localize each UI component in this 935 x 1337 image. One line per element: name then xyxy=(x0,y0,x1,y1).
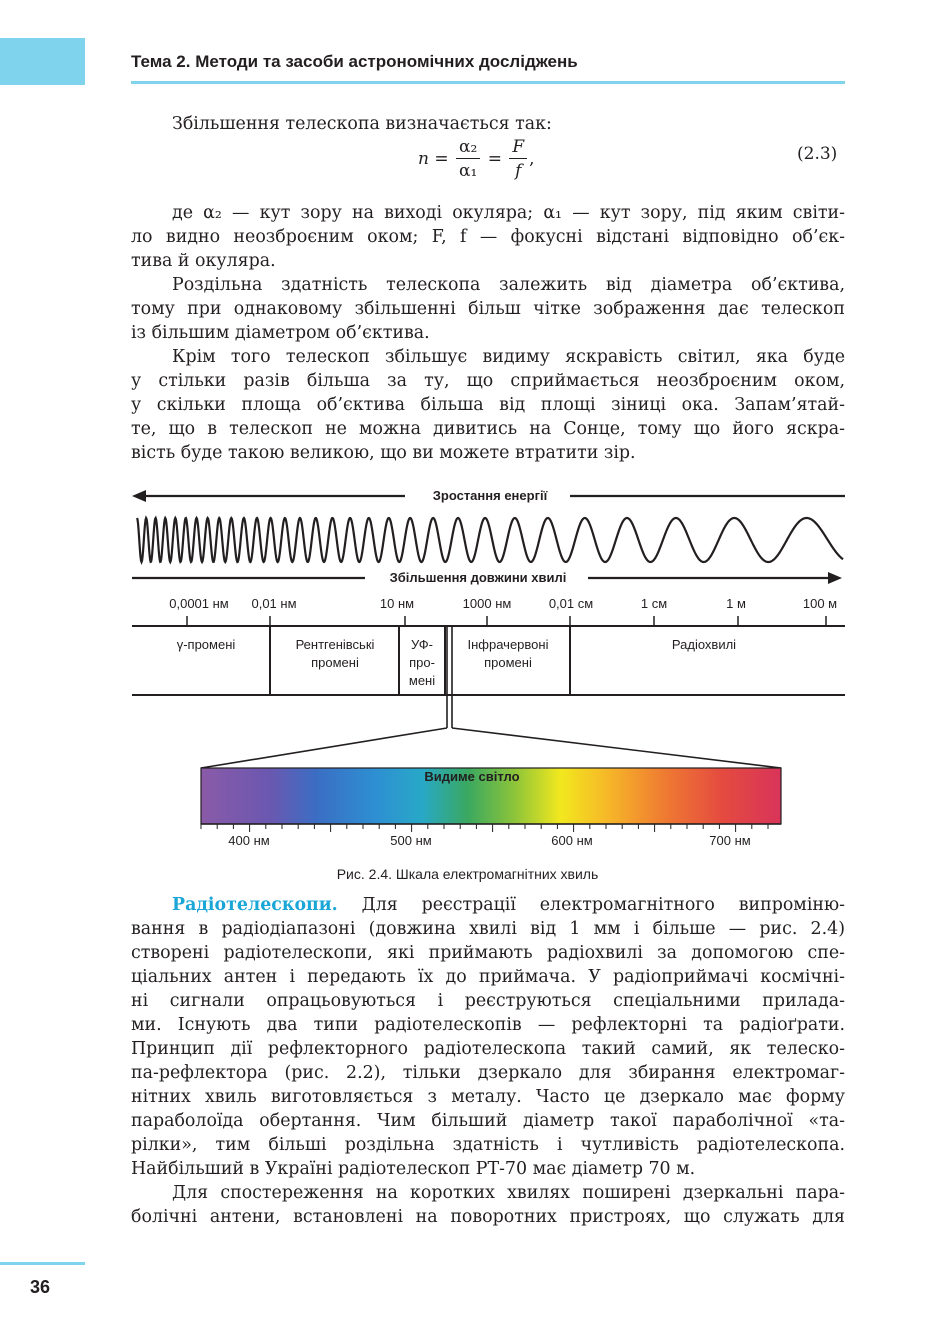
text-line: Принцип дії рефлекторного радіотелескопа такий самий, як телеско- xyxy=(131,1039,845,1059)
visible-scale-labels xyxy=(228,833,750,848)
formula-2-3 xyxy=(418,136,535,183)
scale-tick-label: 10 нм xyxy=(379,596,415,611)
intro-line: Збільшення телескопа визначається так: xyxy=(172,114,552,134)
formula-eq-1: = xyxy=(434,149,449,169)
paragraph-definitions xyxy=(131,201,845,273)
scale-tick-label: 0,01 нм xyxy=(251,596,297,611)
text-line: Крім того телескоп збільшує видиму яскравість світил, яка буде xyxy=(172,347,845,367)
band-uv-line1: УФ- xyxy=(410,637,434,652)
text-line: вість буде такою великою, що ви можете втратити зір. xyxy=(131,443,636,463)
header-accent-tab xyxy=(0,38,85,85)
text-line: тому при однаковому збільшенні більш чітке зображення дає телескоп xyxy=(131,299,845,319)
scale-tick-label: 0,0001 нм xyxy=(169,596,229,611)
text-line: ло видно неозброєним оком; F, f — фокусні відстані відповідно об’єк- xyxy=(131,227,845,247)
formula-eq-2: = xyxy=(487,149,502,169)
arrow-left-icon xyxy=(132,490,146,502)
band-infrared-line1: Інфрачервоні xyxy=(467,637,549,652)
formula-lhs: n xyxy=(418,149,429,169)
formula-den-f: f xyxy=(515,161,522,181)
body-text-top xyxy=(131,201,845,465)
energy-label: Зростання енергії xyxy=(432,488,548,503)
text-line: параболоїда обертання. Чим більший діаметр такої параболічної «та- xyxy=(131,1111,845,1131)
em-spectrum-diagram xyxy=(0,480,935,860)
text-line: тива й окуляра. xyxy=(131,251,276,271)
text-line: рілки», тим більші роздільна здатність і чутливість радіотелескопа. xyxy=(131,1135,845,1155)
band-gamma: γ-промені xyxy=(176,637,236,652)
formula-comma: , xyxy=(529,149,535,169)
text-line: вання в радіодіапазоні (довжина хвилі від 1 мм і більше — рис. 2.4) xyxy=(131,919,845,939)
visible-tick-400: 400 нм xyxy=(228,833,270,848)
text-line: болічні антени, встановлені на поворотних пристроях, що служать для xyxy=(131,1207,845,1227)
section-lead: Радіотелескопи. xyxy=(172,895,338,915)
text-line: у стільки разів більша за ту, що сприймається неозброєним оком, xyxy=(131,371,845,391)
band-xray-line2: промені xyxy=(311,655,359,670)
scale-tick-label: 0,01 см xyxy=(548,596,594,611)
arrow-right-icon xyxy=(828,572,842,584)
formula-fraction-focal xyxy=(509,136,527,183)
figure-caption: Рис. 2.4. Шкала електромагнітних хвиль xyxy=(336,866,599,882)
header-rule xyxy=(131,81,845,84)
text-line: створені радіотелескопи, які приймають радіохвилі за допомогою спе- xyxy=(131,943,845,963)
text-line: Для спостереження на коротких хвилях поширені дзеркальні пара- xyxy=(172,1183,845,1203)
text-line: Роздільна здатність телескопа залежить від діаметра об’єктива, xyxy=(172,275,845,295)
wave-curve xyxy=(137,518,843,562)
text-line: Найбільший в Україні радіотелескоп РТ-70 має діаметр 70 м. xyxy=(131,1159,696,1179)
band-uv-line3: мені xyxy=(408,673,436,688)
footer-rule xyxy=(0,1262,85,1265)
text-line: ні сигнали опрацьовуються і реєструються спеціальними прилада- xyxy=(131,991,845,1011)
formula-num-F: F xyxy=(509,136,527,159)
text-line: де α₂ — кут зору на виході окуляра; α₁ — кут зору, під яким світи- xyxy=(172,203,845,223)
section-first-line xyxy=(131,893,845,917)
text-line: нітних хвиль виготовляється з металу. Часто це дзеркало має форму xyxy=(131,1087,845,1107)
formula-den-alpha1: α₁ xyxy=(459,161,478,181)
intro-text xyxy=(131,112,845,136)
paragraph-resolution xyxy=(131,273,845,345)
scale-tick-label: 1 м xyxy=(726,596,746,611)
text-line: ціальних антен і передають їх до приймача. У радіоприймачі космічні- xyxy=(131,967,845,987)
text-line: у скільки площа об’єктива більша від площі зіниці ока. Запам’ятай- xyxy=(131,395,845,415)
text-line: те, що в телескоп не можна дивитись на Сонце, тому що його яскра- xyxy=(131,419,845,439)
band-infrared-line2: промені xyxy=(484,655,532,670)
visible-tick-500: 500 нм xyxy=(390,833,432,848)
formula-fraction-alpha xyxy=(456,136,480,183)
band-radio: Радіохвилі xyxy=(671,637,737,652)
text-line: ми. Існують два типи радіотелескопів — рефлекторні та радіоґрати. xyxy=(131,1015,845,1035)
visible-tick-700: 700 нм xyxy=(709,833,751,848)
text-line: із більшим діаметром об’єктива. xyxy=(131,323,430,343)
scale-tick-label: 1 см xyxy=(640,596,668,611)
paragraph-brightness xyxy=(131,345,845,465)
scale-tick-label: 100 м xyxy=(802,596,838,611)
page-number: 36 xyxy=(30,1277,51,1297)
wavelength-label: Збільшення довжини хвилі xyxy=(389,570,567,585)
formula-num-alpha2: α₂ xyxy=(456,136,480,159)
chapter-title: Тема 2. Методи та засоби астрономічних досліджень xyxy=(131,52,578,71)
text-line: па-рефлектора (рис. 2.2), тільки дзеркало для збирання електромаг- xyxy=(131,1063,845,1083)
body-text-radio xyxy=(131,893,845,1229)
band-xray-line1: Рентгенівські xyxy=(295,637,375,652)
scale-tick-label: 1000 нм xyxy=(462,596,512,611)
band-uv-line2: про- xyxy=(409,655,435,670)
visible-minor-ticks xyxy=(201,824,768,832)
section-first-line-rest: Для реєстрації електромагнітного випроміню- xyxy=(337,895,845,915)
visible-light-label: Видиме світло xyxy=(424,769,520,784)
visible-tick-600: 600 нм xyxy=(551,833,593,848)
spectrum-bands xyxy=(177,637,736,688)
formula-number: (2.3) xyxy=(797,144,838,164)
